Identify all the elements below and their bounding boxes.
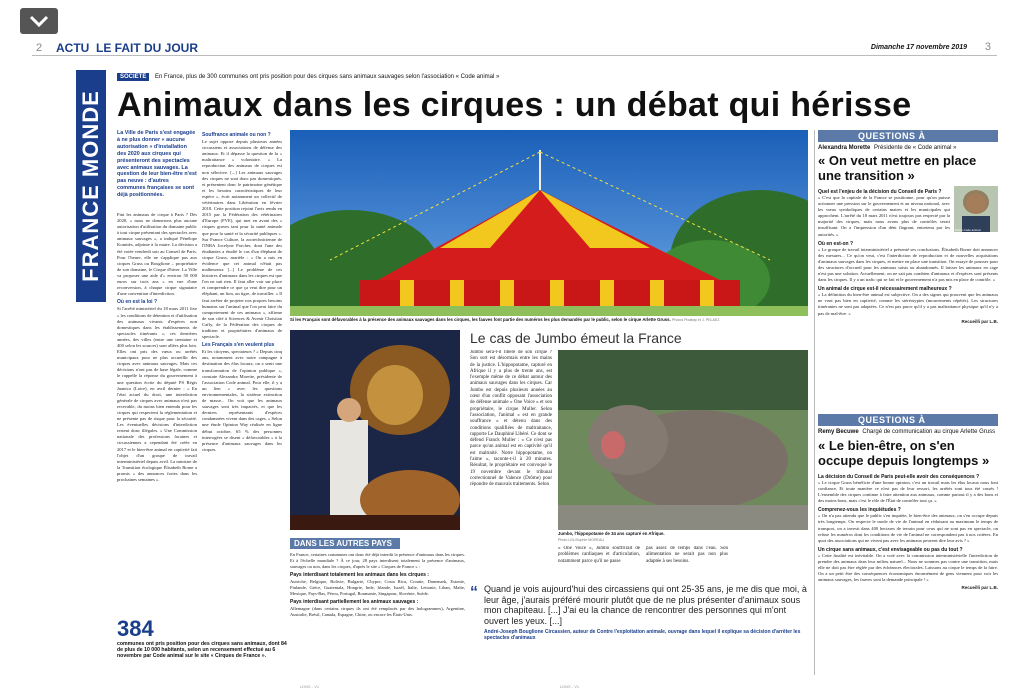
qa2-a2: « On n'a pas attendu que le public s'en inquiète, le bien-être des animaux, on s'en occupe depuis très longtemps. On respecte le mode de vie de l'animal en réduisant au maximum le temps de transport, on a investi dans 400 hectares de terrain pour ceux qui ne sont pas en spectacle, on refuse les numéros dont les conditions de vie de l'animal ne correspondent pas à nos critères. En quoi des associations qui ne vivent pas avec les animaux peuvent dire leur avis ? » [818,513,998,543]
section-name: ACTU [56,41,90,55]
countries-body [290,552,465,674]
footer-right: LDNS - V1 [560,684,580,689]
col1-p1: Fini les animaux de cirque à Paris ? Dès 2020, « nous ne donnerons plus aucune autorisation d'utilisation du domaine public à tout cirque présentant des spectacles avec animaux sauvages », a indiqué Pénélope Komitès, adjointe à la maire. La décision a été votée vendredi soir au Conseil de Paris. Pour l'heure, elle ne s'applique pas aux cirques Gruss ou Bouglione – propriétaire de son domaine, le Cirque d'hiver. La Ville va proposer une aide d'« environ 50 000 euros sur trois ans » en vue d'une reconversion, à chaque cirque signataire d'une convention d'interdiction. [117,212,197,297]
qa1-header: QUESTIONS À [818,130,998,142]
col2-subhead-1: Souffrance animale ou non ? [202,132,271,138]
qa1-person [818,145,998,151]
headline: Animaux dans les cirques : un débat qui hérisse [117,86,912,124]
quote-text: Quand je vois aujourd'hui des circassiens qui ont 25-35 ans, je me dis que moi, à leur âge, j'aurais préféré mourir plutôt que de ne plus présenter d'animaux sous mon chapiteau. [...] J'ai eu la chance de rencontrer des personnes qui m'ont ouvert les yeux. [...] [484,584,807,626]
col2-p2: Et les citoyens, spectateurs ? « Depuis cinq ans, notamment avec notre campagne à destination des élus locaux, on a senti une transformation de l'opinion publique », constate Alexandra Morette, présidente de l'association Code animal. Pour elle, il y a un lien « avec les questions environnementales, la sixième extinction de masse... On voit que les animaux sauvages sont très impactés, et que les derniers représentants d'espèces condamnées vivent dans des cages. » Selon une étude Opinion Way réalisée en ligne début octobre, 65 % des personnes interrogées se disent « défavorables » à la présence d'animaux sauvages dans les cirques. [202,349,282,452]
jumbo-text-1: Jumbo sera-t-il libéré de son cirque ? Son sort est désormais entre les mains de la justice. L'hippopotame, capturé en Afrique il y a plus de trente ans, est l'exemple même de ce débat autour des animaux sauvages dans les cirques. Car Jumbo est depuis plusieurs années au cœur d'un conflit opposant l'association de défense animale « One Voice » et son propriétaire, le cirque Muller. Selon l'association, l'animal « est en grande souffrance » et détenu dans des conditions qualifiées de maltraitance, rapporte Le Dauphiné Libéré. Ce dont se défend Franck Muller : « Ce n'est pas parce qu'un animal est en captivité qu'il est maltraité. Notre hippopotame, on l'aime », raconte-t-il à 20 minutes. Résultat, le propriétaire est convoqué le 19 novembre devant le tribunal correctionnel de Valence (Drôme) pour répondre de mauvais traitements. Selon [470,350,552,488]
hippo-caption-credit: Photo LDL/Sophie MOREAU [558,538,604,542]
qa2-name: Remy Becuwe [818,429,859,435]
top-strip [0,0,1024,20]
kicker-tag: SOCIÉTÉ [117,73,149,81]
tent-caption-credit: Photos Pixabay et J. PELAEZ [671,318,720,322]
qa2-q1: La décision du Conseil de Paris peut-elle avoir des conséquences ? [818,474,980,480]
qa1-a3: « La définition du bien-être animal est subjective. On a des signes qui prouvent que les animaux ne vont pas bien en captivité, comme les stéréotypies (mouvements répétés). Les structures itinérantes ne sont pas adaptées. Ce n'est pas parce qu'il y a pas maltraitance physique qu'il n'y a pas de mal-être. » [818,292,998,316]
jumbo-col-2 [558,546,640,578]
qa2-signed: Recueilli par L.B. [961,585,998,591]
hippo-photo [558,350,808,530]
stat-text: communes ont pris position pour des cirques sans animaux, dont 84 de plus de 10 000 habitants, selon un recensement effectué au 6 novembre par Code animal sur le site « Cirques de France ». [117,641,287,660]
countries-p1: En France, certaines communes ont donc été déjà interdit la présence d'animaux dans les cirques. Et à l'échelle mondiale ? À ce jour, 28 pays interdisent totalement la présence d'animaux, sauvages ou non, dans les cirques, d'après le site « Cirques de France » : [290,552,465,569]
qa2-role: Chargé de communication au cirque Arlette Gruss [862,429,996,435]
lion-tamer-photo [290,330,460,530]
tent-caption-text: Si les Français sont défavorables à la présence des animaux sauvages dans les cirques, les fauves font partie des numéros les plus demandés par le public, selon le cirque Arlette Gruss. [290,317,671,322]
jumbo-col-1 [470,350,552,530]
col2-p1: Le sujet oppose depuis plusieurs années circassiens et associations de défense des animaux. Et il dépasse la question de la « maltraitance » volontaire. « La reproduction des animaux de cirques est non sélective. [...] Les animaux sauvages des cirques ne sont donc pas domestiqués, et présentent donc le patrimoine génétique et les besoins caractéristiques de leur espèce », écrit notamment un collectif de vétérinaires dans Libération en février 2018. Cette position rejoint l'avis rendu en 2015 par la Fédération des vétérinaires d'Europe (FVE), qui met en avant des « risques graves tant pour la santé animale que pour la santé et la sécurité publiques ». Sur France Culture, la zootechnicienne de l'INRA Jocelyne Porcher, dont l'une des étudiantes a étudié le cas d'un éléphant de cirque Gruss, martèle : « On a mis en évidence que cet animal n'était pas malheureux [...] Le problème de ces histoires d'animaux dans les cirques est que l'on ne sait rien. Il faut aller voir sur place et comprendre ce que ça veut dire pour un éléphant, un lion, un tigre, de travailler. » Il faut arrêter de projeter nos propres besoins humains sur l'animal que l'on peut faire du comportement de ces animaux », affirme de son côté à Sciences & Avenir Christian Caffy, de la Fédération des cirques de tradition et propriétaires d'animaux de spectacle. [202,139,282,340]
page-number-right: 3 [984,41,991,53]
qa1-photo-credit: Photo Code animal [955,228,981,232]
jumbo-col-3 [646,546,728,578]
qa2-header: QUESTIONS À [818,414,998,426]
countries-sub1: Pays interdisant totalement les animaux dans les cirques : [290,572,429,578]
qa1-q3: Un animal de cirque est-il nécessairement malheureux ? [818,286,952,293]
hippo-caption [558,531,808,545]
qa1-signed: Recueilli par L.B. [961,318,998,324]
qa-morette [818,130,998,412]
stat-number: 384 [117,616,154,641]
countries-p2: Allemagne (dans certains cirques ils ont été remplacés par des hologrammes), Argentine, Australie, Brésil, Canada, Espagne, Chine, ou encore les États-Unis. [290,606,465,617]
countries-list1: Autriche, Belgique, Bolivie, Bulgarie, Chypre, Costa Rica, Croatie, Danemark, Estonie, Finlande, Grèce, Guatemala, Hongrie, Inde, Irlande, Israël, Italie, Lettonie, Liban, Malte, Mexique, Pays-Bas, Pérou, Portugal, Roumanie, Singapour, Slovénie, Suède. [290,579,465,596]
quote-block [470,584,810,676]
countries-sub2: Pays interdisant partiellement les animaux sauvages : [290,599,419,605]
circus-tent-photo [290,130,808,316]
rubric-banner [76,70,106,302]
column-divider [814,130,815,675]
qa1-title: « On veut mettre en place une transition » [818,153,977,183]
quote-author: André-Joseph Bouglione Circassien, auteur de Contre l'exploitation animale, ouvrage dans lequel il explique sa décision d'arrêter les spectacles d'animaux [484,629,801,641]
qa1-q1: Quel est l'enjeu de la décision du Conseil de Paris ? [818,189,942,195]
kicker [117,73,997,83]
collapse-button[interactable] [20,8,58,34]
kicker-text: En France, plus de 300 communes ont pris position pour des cirques sans animaux sauvages selon l'association « Code animal » [155,74,500,80]
qa1-body [818,186,998,412]
article-col-1 [117,212,197,607]
jumbo-headline: Le cas de Jumbo émeut la France [470,330,682,346]
tent-photo-caption [290,317,808,325]
lead-paragraph: La Ville de Paris s'est engagée à ne plus donner « aucune autorisation » d'installation des 2020 aux cirques qui présenteront des spectacles avec animaux sauvages. La question de leur bien-être n'est pas neuve : d'autres communes françaises se sont déjà positionnées. [117,130,197,199]
rubric-text: FRANCE MONDE [78,90,103,282]
countries-title: DANS LES AUTRES PAYS [290,538,400,549]
col1-subhead: Où en est la loi ? [117,299,158,306]
stat-block [117,617,287,677]
issue-date: Dimanche 17 novembre 2019 [870,44,967,51]
qa1-role: Présidente de « Code animal » [874,145,957,151]
quote-open-icon: “ [470,584,478,601]
qa1-name: Alexandra Morette [818,145,871,151]
article-col-2 [202,130,282,675]
jumbo-text-3: pas assez de temps dans l'eau. Son alimentation ne serait pas non plus adaptée à ses besoins. [646,546,728,564]
qa2-q2: Comprenez-vous les inquiétudes ? [818,507,901,514]
qa1-photo [954,186,998,232]
qa-becuwe [818,414,998,676]
footer-left: LDNS - V1 [300,684,320,689]
qa2-q3: Un cirque sans animaux, c'est envisageable ou pas du tout ? [818,546,963,553]
hippo-caption-text: Jumbo, l'hippopotame de 34 ans capturé en Afrique. [558,531,665,536]
chevron-down-icon [28,14,50,28]
qa1-a1: « C'est que la capitale de la France se positionne, pour qu'on puisse actionner une pression sur le gouvernement et au niveau national, avec les vœux symboliques de certains maires et les municipales qui approchent. L'arrêté du 18 mars 2011 n'est toujours pas respecté par la majorité des cirques, mais nous avons plus de contrôles serait insuffisant. On a l'impression d'un déni flagrant, entretenu par les autorités. » [818,195,950,237]
qa2-body [818,471,998,661]
page-header [32,40,997,56]
section-subname: LE FAIT DU JOUR [96,41,199,55]
jumbo-text-2: « One Voice », Jumbo souffrirait de problèmes cardiaques et d'articulation, notamment parce qu'il ne passe [558,546,640,564]
qa1-q2: Où en est-on ? [818,240,853,247]
qa2-person [818,429,998,436]
qa2-title: « Le bien-être, on s'en occupe depuis longtemps » [818,438,990,468]
qa2-a1: « Le cirque Gruss bénéficie d'une bonne opinion, c'est un travail mais les élus locaux nous font confiance. Et toute manière ce n'est pas de leur ressort, les arrêtés sont tous été cassés ! L'ensemble des cirques continue à faire attention aux animaux, comme partout il y a des bons et des moins bons, mais c'est le rôle de l'État de contrôler tout ça. » [818,480,998,504]
col1-p2: Si l'arrêté ministériel du 18 mars 2011 fixe « les conditions de détention et d'utilisation des animaux vivants d'espèces non domestiques dans les établissements de spectacles itinérants », ces dernières années, des villes (entre une trentaine et 400 selon les sources) sont allées plus loin. Elles ont pris des vœux ou arrêtés municipaux pour ne plus accueillir des cirques avec animaux sauvages. Mais ces décisions n'ont pas de base légale, comme le rappelle la réponse du gouvernement à une question écrite du député PS Régis Juanico (Loire), en avril dernier : « En l'état actuel du droit, une interdiction générale de cirques avec animaux n'est pas recevable, du moins bien entendu pour les cirques qui respectent la réglementation et ne présente pas de risque pour la sécurité. Les éventuelles décisions d'interdiction restent donc illégales. » Une Commission nationale des professions foraines et circassiennes a cependant été créée en 2017 et le bien-être animal en captivité fait l'objet d'un groupe de travail interministériel depuis avril. La ministre de la Transition écologique Élisabeth Borne a promis « des annonces fortes dans les prochaines semaines ». [117,306,197,483]
page-number-left: 2 [36,42,43,54]
countries-box [290,538,465,676]
qa2-a3: « Cette finalité est inévitable. On a voté avec la commission interministérielle l'interdiction de prendre des animaux dans leur milieu naturel... Nous ne sommes pas contre une transition, mais elle ne doit pas être réglée par des échéances électorales. Laissons au cirque le temps de la faire. On a un petit être des conséquences économiques énormément de gens viennent pour voir les animaux sauvages, les fauves sont la demande principale ! » [818,552,998,583]
col2-subhead-2: Les Français s'en veulent plus [202,342,275,349]
qa1-a2: « Le groupe de travail interministériel a présenté ses conclusions. Élisabeth Borne doit annoncer des mesures... Ce qu'on veut, c'est l'interdiction de reproduction et de nouvelles acquisitions d'animaux sauvages dans les cirques, et mettre en place une transition. On essaye de pousser pour des structures d'accueil pour les animaux saisis ou abandonnés. Il laisser les animaux en cage n'est pas une solution. Actuellement, on ne sait pas combien d'animaux et d'espèces sont présents dans les cirques. Il y a un trafic qui se fait et le gouvernement n'a pas mis en place de contrôle. » [818,246,998,283]
